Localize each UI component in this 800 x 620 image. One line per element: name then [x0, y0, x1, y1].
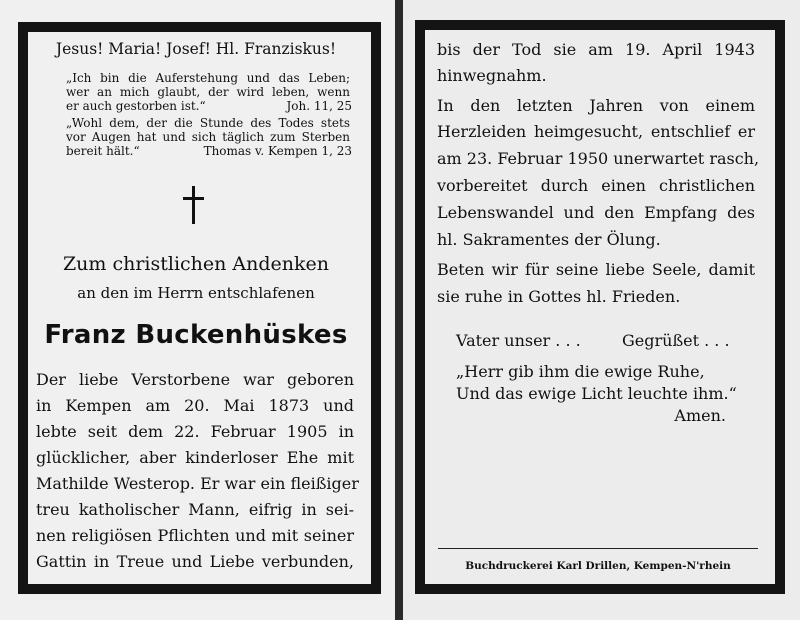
quote2-source: Thomas v. Kempen 1, 23	[203, 144, 352, 158]
quote2-line: bereit hält.“	[66, 144, 140, 158]
bio-line: glücklicher, aber kinderloser Ehe mit	[36, 448, 354, 467]
bio-line: treu katholischer Mann, eifrig in sei-	[36, 500, 354, 519]
printer-credit: Buchdruckerei Karl Drillen, Kempen-N'rhein	[465, 560, 731, 572]
bio-line: nen religiösen Pflichten und mit seiner	[36, 526, 354, 545]
quote1-line: er auch gestorben ist.“	[66, 99, 206, 113]
prayer-gegruesset: Gegrüßet . . .	[622, 331, 730, 350]
text-line: Beten wir für seine liebe Seele, damit	[437, 260, 755, 279]
bio-line: Der liebe Verstorbene war geboren	[36, 370, 354, 389]
card-fold	[395, 0, 403, 620]
text-line: vorbereitet durch einen christlichen	[437, 176, 755, 195]
prayer-vater-unser: Vater unser . . .	[456, 331, 581, 350]
deceased-name: Franz Buckenhüskes	[44, 320, 348, 350]
verse-amen: Amen.	[674, 406, 726, 425]
cross-icon	[180, 186, 206, 224]
quote1-line: wer an mich glaubt, der wird leben, wenn	[66, 85, 350, 99]
quote1-source: Joh. 11, 25	[286, 99, 352, 113]
memorial-heading: Zum christlichen Andenken	[62, 253, 330, 275]
text-line: hinwegnahm.	[437, 66, 547, 85]
bio-line: in Kempen am 20. Mai 1873 und	[36, 396, 354, 415]
verse-line: „Herr gib ihm die ewige Ruhe,	[456, 362, 705, 381]
memorial-subheading: an den im Herrn entschlafenen	[77, 284, 315, 302]
quote1-line: „Ich bin die Auferstehung und das Leben;	[66, 71, 350, 85]
text-line: sie ruhe in Gottes hl. Frieden.	[437, 287, 681, 306]
text-line: am 23. Februar 1950 unerwartet rasch,	[437, 149, 760, 168]
quote2-line: vor Augen hat und sich täglich zum Sterben	[66, 130, 350, 144]
verse-line: Und das ewige Licht leuchte ihm.“	[456, 384, 737, 403]
bio-line: lebte seit dem 22. Februar 1905 in	[36, 422, 354, 441]
text-line: hl. Sakramentes der Ölung.	[437, 230, 661, 249]
invocation: Jesus! Maria! Josef! Hl. Franziskus!	[55, 40, 337, 58]
printer-divider	[438, 548, 758, 549]
bio-line: Gattin in Treue und Liebe verbunden,	[36, 552, 354, 571]
quote2-line: „Wohl dem, der die Stunde des Todes stets	[66, 116, 350, 130]
text-line: Herzleiden heimgesucht, entschlief er	[437, 122, 755, 141]
text-line: Lebenswandel und den Empfang des	[437, 203, 755, 222]
bio-line: Mathilde Westerop. Er war ein fleißiger	[36, 474, 359, 493]
text-line: In den letzten Jahren von einem	[437, 96, 755, 115]
text-line: bis der Tod sie am 19. April 1943	[437, 40, 755, 59]
